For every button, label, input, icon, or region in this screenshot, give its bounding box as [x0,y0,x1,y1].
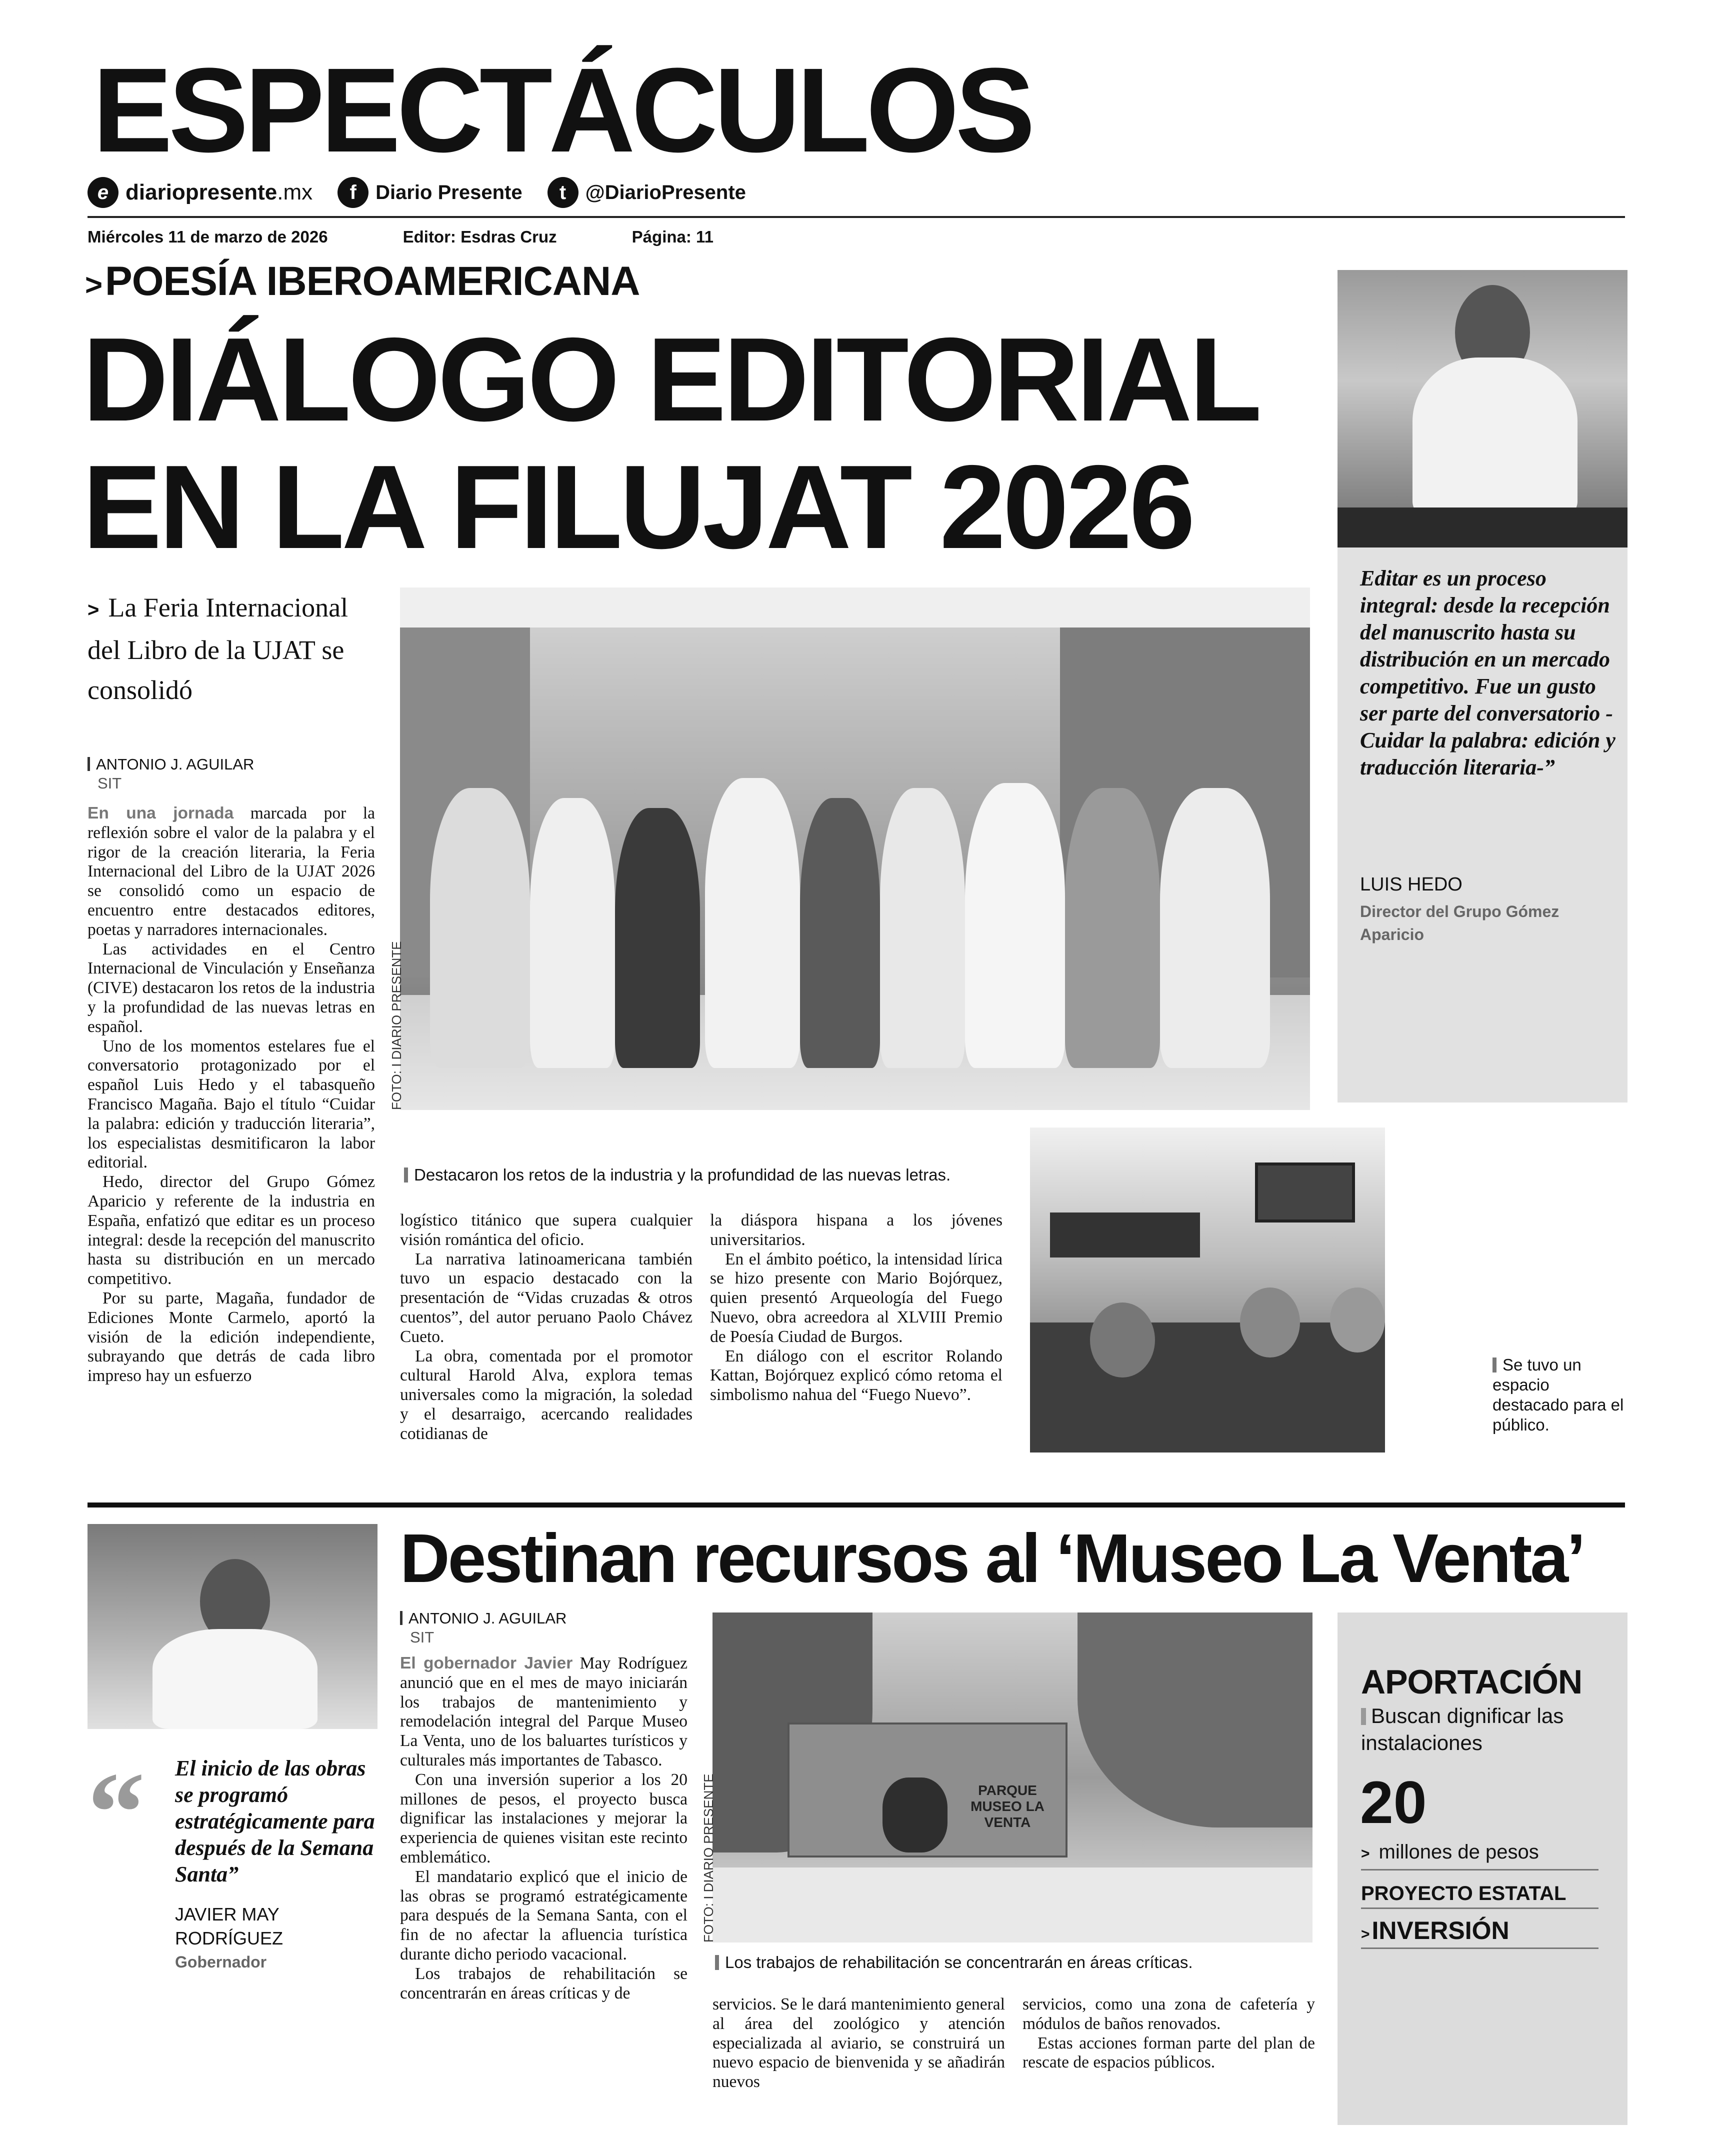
byline-agency: SIT [410,1628,434,1646]
paragraph: Uno de los momentos estelares fue el conversatorio protagonizado por el español Luis Hedo y el tabasqueño Francisco Magaña. Bajo el título “Cuidar la palabra: edición y traducción literaria”, los especialistas desmitificaron la labor editorial. [88,1036,375,1172]
factbox-title: APORTACIÓN [1361,1663,1582,1701]
quote-marks-icon: “ [88,1748,145,1876]
factbox-rule [1361,1948,1598,1949]
editor-credit: Editor: Esdras Cruz [402,228,557,246]
paragraph: Con una inversión superior a los 20 millones de pesos, el proyecto busca dignificar las instalaciones y mejorar la experiencia de quienes visitan este recinto emblemático. [400,1770,688,1866]
quote-role: Director del Grupo Gómez Aparicio [1360,902,1560,944]
factbox-label-1: PROYECTO ESTATAL [1361,1882,1566,1904]
audience-photo [1030,1128,1385,1452]
brand-row [88,175,771,210]
factbox-label-2: >INVERSIÓN [1361,1916,1510,1944]
caption-bar [1492,1358,1496,1372]
headline-line-1: DIÁLOGO EDITORIAL [82,314,1259,446]
main-body-col-2 [400,1211,692,1444]
kicker-text: POESÍA IBEROAMERICANA [105,258,640,304]
second-body-col-3 [1022,1995,1315,2072]
factbox-bar [1361,1708,1366,1725]
paragraph: Los trabajos de rehabilitación se concentrarán en áreas críticas y de [400,1964,688,2002]
byline-author: ANTONIO J. AGUILAR [96,756,254,773]
site-name: diariopresente [126,180,278,204]
paragraph: En el ámbito poético, la intensidad lírica se hizo presente con Mario Bojórquez, quien presentó Arqueología del Fuego Nuevo, obra acreedora al XLVIII Premio de Poesía Ciudad de Burgos. [710,1250,1002,1346]
factbox-rule [1361,1869,1598,1870]
lead-in: En una jornada [88,804,234,822]
paragraph: El mandatario explicó que el inicio de las obras se programó estratégicamente para después de la Semana Santa, con el fin de no afectar la afluencia turística durante dicho periodo vacacional. [400,1867,688,1964]
museum-photo-caption: Los trabajos de rehabilitación se concentrarán en áreas críticas. [715,1952,1315,1972]
facebook-icon: f [338,177,368,208]
byline-author: ANTONIO J. AGUILAR [408,1610,567,1627]
photo-credit: FOTO: I DIARIO PRESENTE [701,1774,716,1942]
main-byline [88,755,254,793]
twitter-icon: t [548,177,578,208]
factbox-unit: > millones de pesos [1361,1841,1539,1863]
paragraph: La obra, comentada por el promotor cultural Harold Alva, explora temas universales como la migración, la soledad y el desarraigo, acercando realidades cotidianas de [400,1346,692,1443]
kicker-arrow-icon: > [85,268,102,302]
paragraph: En diálogo con el escritor Rolando Kattan, Bojórquez explicó cómo retoma el simbolismo nahua del “Fuego Nuevo”. [710,1346,1002,1404]
facebook-handle: Diario Presente [376,181,522,204]
pull-quote-2: El inicio de las obras se programó estratégicamente para después de la Semana Santa” [175,1756,375,1886]
diario-presente-logo-icon: e [88,177,118,208]
photo2-caption: Se tuvo un espacio destacado para el público. [1492,1356,1624,1434]
second-body-col-1 [400,1654,688,2003]
paragraph: Hedo, director del Grupo Gómez Aparicio y referente de la industria en España, enfatizó que editar es un proceso integral: desde la recepción del manuscrito hasta su distribución en un mercado competitivo. [88,1172,375,1288]
photo-credit: FOTO: I DIARIO PRESENTE [389,941,404,1110]
arrow-icon: > [1361,1846,1370,1862]
second-body-col-2 [712,1995,1005,2092]
masthead-rule [88,216,1625,218]
arrow-icon: > [1361,1926,1370,1942]
governor-photo [88,1524,378,1729]
deck-text: La Feria Internacional del Libro de la UJAT se consolidó [88,592,348,705]
byline-bar [400,1611,402,1625]
byline-agency: SIT [98,774,122,792]
museum-sign: PARQUE MUSEO LA VENTA [970,1782,1044,1830]
factbox-number: 20 [1360,1769,1427,1836]
group-photo [400,588,1310,1110]
paragraph: Por su parte, Magaña, fundador de Ediciones Monte Carmelo, aportó la visión de la edición independiente, subrayando que detrás de cada libro impreso hay un esfuerzo [88,1288,375,1386]
paragraph: La narrativa latinoamericana también tuvo un espacio destacado con la presentación de “Vidas cruzadas & otros cuentos”, del autor peruano Paolo Chávez Cueto. [400,1250,692,1346]
factbox-subtitle: Buscan dignificar las instalaciones [1361,1704,1564,1754]
meta-row [88,228,788,252]
caption-bar [404,1168,408,1182]
quote2-name: JAVIER MAY RODRÍGUEZ [175,1904,283,1948]
lead-in: El gobernador Javier [400,1654,573,1672]
byline-bar [88,757,90,771]
main-headline [82,314,1332,574]
quote2-role: Gobernador [175,1953,267,1971]
second-byline [400,1609,566,1647]
paragraph: la diáspora hispana a los jóvenes universitarios. [710,1211,1002,1249]
paragraph: servicios. Se le dará mantenimiento general al área del zoológico y atención especializada al aviario, se construirá un nuevo espacio de bienvenida y se añadirán nuevos [712,1995,1005,2092]
section-divider [88,1502,1625,1508]
page-number: Página: 11 [632,228,714,246]
kicker [85,258,640,304]
headline-line-2: EN LA FILUJAT 2026 [82,441,1192,574]
main-body-col-1 [88,804,375,1386]
main-body-col-3 [710,1211,1002,1405]
paragraph: En una jornada marcada por la reflexión sobre el valor de la palabra y el rigor de la creación literaria, la Feria Internacional del Libro de la UJAT 2026 se consolidó como un espacio de encuentro entre destacados editores, poetas y narradores internacionales. [88,804,375,939]
deck-arrow-icon: > [88,599,100,621]
paragraph: servicios, como una zona de cafetería y módulos de baños renovados. [1022,1995,1315,2033]
factbox-rule [1361,1908,1598,1909]
twitter-link[interactable] [548,177,746,208]
section-title: ESPECTÁCULOS [92,43,1032,177]
pull-quote: Editar es un proceso integral: desde la recepción del manuscrito hasta su distribución en un mercado competitivo. Fue un gusto ser parte del conversatorio -Cuidar la palabra: edición y traducción literaria-” [1360,566,1616,780]
photo-caption: Destacaron los retos de la industria y la profundidad de las nuevas letras. [404,1165,1029,1185]
site-link[interactable] [88,177,312,208]
quote-name: LUIS HEDO [1360,874,1462,895]
paragraph: El gobernador Javier May Rodríguez anunció que en el mes de mayo iniciarán los trabajos de mantenimiento y remodelación integral del Parque Museo La Venta, uno de los baluartes turísticos y culturales más importantes de Tabasco. [400,1654,688,1770]
caption-bar [715,1955,719,1970]
paragraph: Las actividades en el Centro Internacional de Vinculación y Enseñanza (CIVE) destacaron los retos de la industria y la profundidad de las nuevas letras en español. [88,940,375,1036]
twitter-handle: @DiarioPresente [585,181,746,204]
site-tld: .mx [277,180,313,204]
museum-photo [712,1612,1312,1942]
deck [88,588,368,710]
paragraph: Estas acciones forman parte del plan de rescate de espacios públicos. [1022,2034,1315,2072]
paragraph: logístico titánico que supera cualquier visión romántica del oficio. [400,1211,692,1249]
issue-date: Miércoles 11 de marzo de 2026 [88,228,328,246]
portrait-photo [1338,270,1628,548]
second-headline: Destinan recursos al ‘Museo La Venta’ [400,1520,1584,1597]
facebook-link[interactable] [338,177,522,208]
